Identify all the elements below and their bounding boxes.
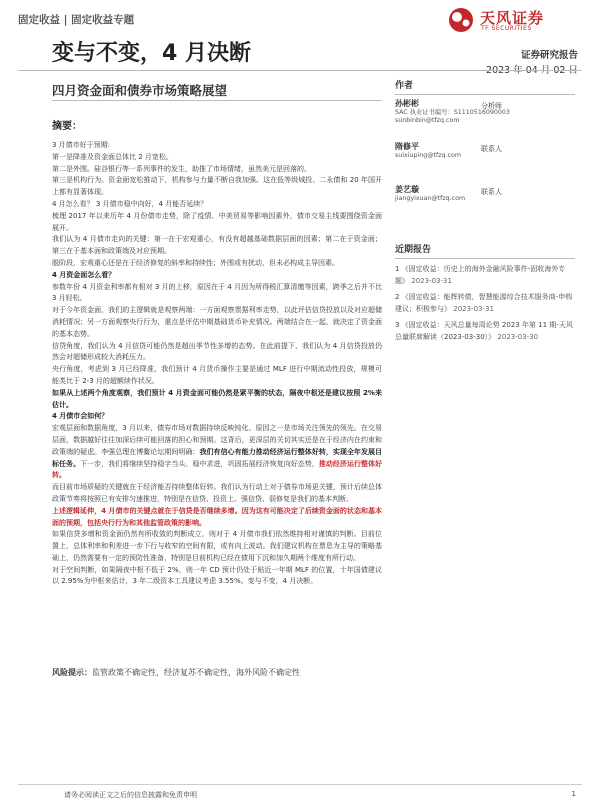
paragraph-text: 4 月怎么看？ 3 月债市稳中向好，4 月能否延续？ xyxy=(52,199,208,208)
summary-paragraph xyxy=(52,282,382,306)
recent-report-title: 1 《固定收益：历史上的海外金融风险事件-固收海外专题》 xyxy=(395,265,566,285)
summary-heading: 摘要： xyxy=(52,121,82,132)
bold-text: 4 月资金面怎么看？ xyxy=(52,270,116,279)
paragraph-text: 下一步，我们将继续坚持稳字当头、稳中求进，巩固拓展经济恢复向好态势， xyxy=(80,459,319,468)
sidebar xyxy=(395,78,575,343)
recent-report-date: 2023-03-31 xyxy=(411,276,452,285)
authors-heading: 作者 xyxy=(395,78,575,95)
summary-paragraph xyxy=(52,199,382,211)
author-entry xyxy=(395,100,575,138)
paragraph-text: 第三是机构行为。资金面宽松推动下，机构参与力量不断自我加强。这在低等级城投、二永债和 20 年国开上都有显著体现。 xyxy=(52,176,382,197)
paragraph-text: 宏观层面和数据角度，3 月以来，债券市场对数据持续反映钝化、原因之一是市场关注领先的领先。在交易层面，数据越好往往加深后续可能回落的担心和预期。这背后，更深层的关切其实还是在于经济内在约束和政策端的疑虑。李强总理在博鳌论坛期间明确： xyxy=(52,424,382,456)
bold-text: 如果从上述两个角度观察，我们预计 4 月资金面可能仍然是紧平衡的状态，隔夜中枢还是建议按照 2%来估计。 xyxy=(52,388,382,409)
summary-paragraph xyxy=(52,341,382,365)
recent-report-date: 2023-03-30 xyxy=(497,332,539,341)
paragraph-text: 央行角度，考虑到 3 月已经降准，我们预计 4 月货币操作主要是通过 MLF 进行中期流动性投放，规模可能类比于 2-3 月的超额续作状况。 xyxy=(52,365,382,385)
brand-name-en: TF SECURITIES xyxy=(481,25,532,32)
author-email-link[interactable]: suixiuping@tfzq.com xyxy=(395,151,461,159)
author-role: 联系人 xyxy=(481,145,502,153)
paragraph-text: 对于今年资金面，我们的主逻辑就是观察两端：一方面观察票据利率走势，以此评估信贷投放以及对应超储消耗情况；另一方面观察央行行为，重点是评估中期基础货币补充情况。两端结合在一起，就决定了资金面的基本态势。 xyxy=(52,306,382,338)
header-divider xyxy=(18,70,582,71)
summary-paragraph xyxy=(52,565,382,589)
summary-body xyxy=(52,140,382,588)
paragraph-text: 3 月债市好于预期: xyxy=(52,141,111,149)
paragraph-text: 脱阶段，宏观重心还是在于经济修复的斜率和持续性；外围或有扰动，但未必构成主导因素。 xyxy=(52,258,339,267)
recent-report-date: 2023-03-31 xyxy=(453,304,494,313)
page-number: 1 xyxy=(571,790,576,798)
highlight-text: 推动经济运行整体好转。 xyxy=(52,459,383,480)
risk-text: 监管政策不确定性，经济复苏不确定性，海外风险不确定性 xyxy=(92,668,300,677)
paragraph-text: 我们认为 4 月债市走向的关键：第一在于宏观重心，有没有超越基础数据层面的因素；第二在于资金面；第三在于基本面和政策端及对应预期。 xyxy=(52,235,382,256)
author-name: 隋修平 xyxy=(395,142,419,151)
summary-paragraph xyxy=(52,529,382,564)
paragraph-text: 如果信贷多增和资金面仍然有所收敛的判断成立，则对于 4 月债市我们依然维持相对谨慎的判断。目前位置上，总体利率和利差进一步下行与收窄的空间有限，或有向上波动。我们建议机构在票息为主导的策略基础上，仍然需要有一定的预防性准备，特别是目前机构已经在债用下沉和加久期两个维度有所行动。 xyxy=(52,530,382,562)
recent-report-link[interactable] xyxy=(395,264,575,287)
summary-paragraph xyxy=(52,140,382,152)
paragraph-text: 信贷角度，我们认为 4 月信贷可能仍然是超出季节性多增的态势。在此前提下，我们认为 4 月信贷投放仍然会对超储形成较大消耗压力。 xyxy=(52,341,382,362)
summary-paragraph xyxy=(52,423,382,482)
bold-text: 4 月债市会如何？ xyxy=(52,412,109,421)
summary-paragraph xyxy=(52,234,382,258)
report-date: 2023 年 04 月 02 日 xyxy=(486,65,578,76)
summary-paragraph xyxy=(52,164,382,176)
recent-report-title: 3 《固定收益：天风总量每周论势 2023 年第 11 期-天风总量联席解读（2023-03-30）》 xyxy=(395,321,573,341)
summary-paragraph xyxy=(52,411,382,423)
paragraph-text: 对于空间判断，如果隔夜中枢不低于 2%，则一年 CD 预计仍处于贴近一年期 MLF 的位置，十年国债建议以 2.95%为中枢来估计，3 年二级资本工具建议考虑 3.55%。变与不变，4 月决断。 xyxy=(52,565,382,586)
summary-paragraph xyxy=(52,388,382,412)
summary-paragraph xyxy=(52,258,382,270)
page-title: 变与不变，4 月决断 xyxy=(52,41,251,66)
recent-report-link[interactable] xyxy=(395,292,575,315)
summary-paragraph xyxy=(52,211,382,235)
summary-paragraph xyxy=(52,175,382,199)
subtitle-divider xyxy=(52,100,382,101)
report-subtitle: 四月资金面和债券市场策略展望 xyxy=(52,83,228,98)
highlight-text: 上述逻辑延伸，4 月债市的关键点就在于信贷是否继续多增。因为这有可能决定了后续资金面的状态和基本面的预期，包括央行行为和其他监管政策的影响。 xyxy=(52,506,382,527)
recent-reports-heading: 近期报告 xyxy=(395,242,575,259)
paragraph-text: 第二是外围。硅谷银行等一系列事件的发生，助推了市场情绪，虽然美元是回落的。 xyxy=(52,164,311,173)
author-email-link[interactable]: jiangyixuan@tfzq.com xyxy=(395,194,466,202)
recent-reports xyxy=(395,242,575,343)
summary-paragraph xyxy=(52,364,382,388)
disclaimer-text: 请务必阅读正文之后的信息披露和免责申明 xyxy=(64,791,197,799)
risk-disclosure xyxy=(52,667,392,678)
report-type: 证券研究报告 xyxy=(520,50,578,61)
risk-label: 风险提示： xyxy=(52,668,92,677)
author-name: 孙彬彬 xyxy=(395,99,419,108)
summary-paragraph xyxy=(52,152,382,164)
tf-securities-logo xyxy=(446,6,566,36)
recent-report-link[interactable] xyxy=(395,320,575,343)
summary-paragraph xyxy=(52,305,382,340)
author-name: 姜艺璇 xyxy=(395,185,419,194)
summary-paragraph xyxy=(52,506,382,530)
author-entry xyxy=(395,186,575,224)
paragraph-text: 第一是降准及资金面总体比 2 月宽松。 xyxy=(52,152,173,161)
author-role: 联系人 xyxy=(481,188,502,196)
paragraph-text: 而目前市场质疑的关键就在于经济能否持续整体好转。我们认为行动上对于债券市场更关键，预计后续总体政策节奏将按照已有安排匀速推进，特别是在信贷、投资上。强信贷、弱修复是我们的基本判断。 xyxy=(52,483,382,503)
author-email-link[interactable]: sunbinbin@tfzq.com xyxy=(395,117,460,124)
recent-report-title: 2 《固定收益：能辉转债，智慧能源综合技术服务商-申购建议；积极参与》 xyxy=(395,293,573,313)
paragraph-text: 梳理 2017 年以来历年 4 月份债市走势，除了疫情、中美贸易等影响因素外，债市交易主线要围绕资金面展开。 xyxy=(52,211,382,232)
author-license: SAC 执业证书编号：S1110516090003 xyxy=(395,108,510,116)
page-footer xyxy=(18,784,582,799)
author-entry xyxy=(395,143,575,181)
summary-paragraph xyxy=(52,482,382,506)
author-role: 分析师 xyxy=(481,102,502,110)
logo-mark-icon xyxy=(446,6,476,34)
report-category: 固定收益 | 固定收益专题 xyxy=(18,14,135,26)
summary-paragraph xyxy=(52,270,382,282)
brand-name: 天风证券 xyxy=(480,9,545,27)
paragraph-text: 参数年份 4 月资金利率都有相对 3 月的上移，原因在于 4 月因为所得税汇算清缴等因素，跨季之后并不比 3 月轻松。 xyxy=(52,282,382,303)
bold-text: 我们有信心有能力推动经济运行整体好转，实现全年发展目标任务。 xyxy=(52,447,383,468)
